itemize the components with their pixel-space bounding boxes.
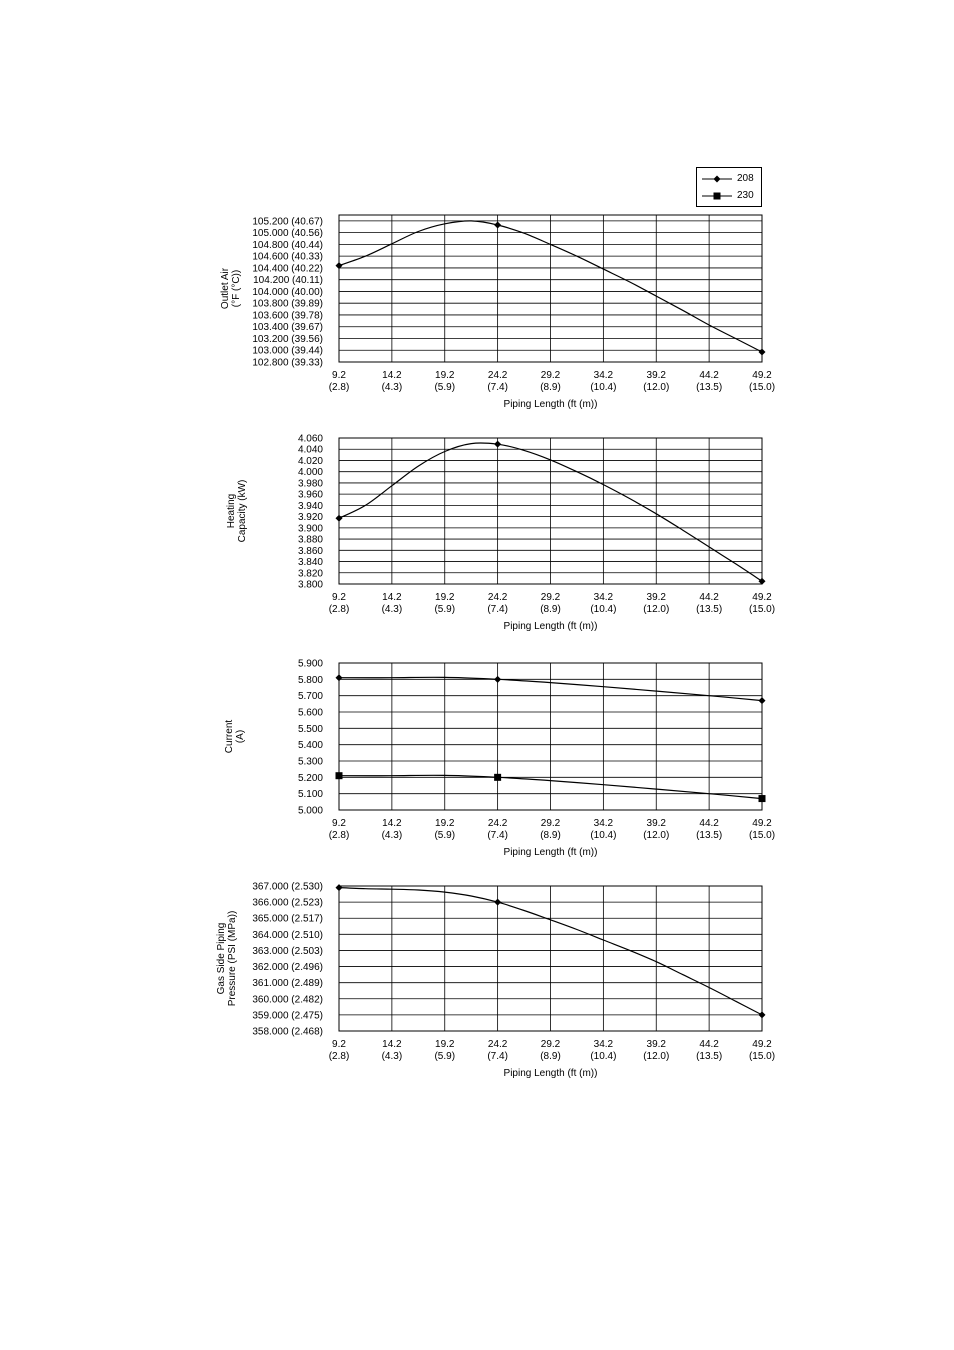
y-tick-label: 365.000 (2.517) xyxy=(252,913,323,925)
x-tick-label-metric: (15.0) xyxy=(748,604,776,615)
y-axis-label: Heating xyxy=(226,493,237,529)
y-tick-label: 103.600 (39.78) xyxy=(252,310,323,322)
x-tick-label-metric: (8.9) xyxy=(540,382,561,393)
x-tick-label: 24.2 xyxy=(487,370,508,381)
data-point-208 xyxy=(494,221,501,228)
x-tick-label: 9.2 xyxy=(332,592,346,603)
y-tick-label: 104.600 (40.33) xyxy=(252,251,323,263)
x-tick-label-metric: (13.5) xyxy=(696,1051,723,1062)
y-tick-label: 103.400 (39.67) xyxy=(252,322,323,334)
y-tick-label: 4.060 xyxy=(297,433,323,445)
x-tick-label: 14.2 xyxy=(382,1039,402,1050)
data-point-208 xyxy=(494,899,501,906)
x-tick-label: 34.2 xyxy=(593,592,614,603)
legend-square-marker-icon xyxy=(701,189,733,203)
x-tick-label: 24.2 xyxy=(487,818,508,829)
x-tick-label: 49.2 xyxy=(752,370,772,381)
y-tick-label: 5.100 xyxy=(297,789,323,801)
x-tick-label-metric: (12.0) xyxy=(643,382,670,393)
x-tick-label: 9.2 xyxy=(332,1039,346,1050)
y-tick-label: 361.000 (2.489) xyxy=(252,978,323,990)
x-tick-label: 19.2 xyxy=(435,370,455,381)
x-axis-label: Piping Length (ft (m)) xyxy=(503,847,598,858)
y-tick-label: 103.000 (39.44) xyxy=(252,345,323,357)
y-tick-label: 4.000 xyxy=(297,467,323,479)
y-axis-label: Outlet Air xyxy=(220,267,231,310)
data-point-208 xyxy=(759,349,766,356)
x-tick-label-metric: (13.5) xyxy=(696,830,723,841)
y-tick-label: 3.940 xyxy=(297,500,323,512)
x-tick-label-metric: (10.4) xyxy=(590,1051,617,1062)
y-tick-label: 103.800 (39.89) xyxy=(252,298,323,310)
x-tick-label: 14.2 xyxy=(382,592,402,603)
y-tick-label: 3.800 xyxy=(297,579,323,591)
y-tick-label: 5.500 xyxy=(297,723,323,735)
y-tick-label: 105.200 (40.67) xyxy=(252,216,323,228)
y-axis-label: Capacity (kW) xyxy=(237,479,248,543)
y-tick-label: 5.600 xyxy=(297,707,323,719)
chart-2 xyxy=(226,434,775,633)
x-tick-label: 44.2 xyxy=(699,818,719,829)
x-tick-label-metric: (12.0) xyxy=(643,604,670,615)
y-tick-label: 104.400 (40.22) xyxy=(252,263,323,275)
x-tick-label: 34.2 xyxy=(593,370,614,381)
y-tick-label: 367.000 (2.530) xyxy=(252,881,323,893)
y-tick-label: 5.200 xyxy=(297,772,323,784)
x-tick-label-metric: (10.4) xyxy=(590,604,617,615)
y-tick-label: 3.980 xyxy=(297,478,323,490)
x-tick-label-metric: (15.0) xyxy=(748,830,776,841)
y-tick-label: 4.020 xyxy=(297,455,323,467)
chart-4 xyxy=(216,882,775,1080)
x-tick-label: 29.2 xyxy=(540,370,561,381)
y-tick-label: 3.840 xyxy=(297,557,323,569)
x-tick-label-metric: (5.9) xyxy=(434,604,456,615)
x-tick-label: 49.2 xyxy=(752,1039,772,1050)
y-tick-label: 105.000 (40.56) xyxy=(252,228,323,240)
y-tick-label: 3.880 xyxy=(297,534,323,546)
x-tick-label: 29.2 xyxy=(540,1039,561,1050)
x-tick-label: 44.2 xyxy=(699,592,719,603)
x-tick-label-metric: (12.0) xyxy=(643,1051,670,1062)
data-point-230 xyxy=(494,774,501,781)
x-tick-label-metric: (12.0) xyxy=(643,830,670,841)
y-tick-label: 360.000 (2.482) xyxy=(252,994,323,1006)
y-tick-label: 5.900 xyxy=(297,658,323,670)
data-point-208 xyxy=(759,1011,766,1018)
x-tick-label: 44.2 xyxy=(699,370,719,381)
x-tick-label-metric: (5.9) xyxy=(434,1051,456,1062)
x-tick-label: 19.2 xyxy=(435,592,455,603)
x-tick-label: 9.2 xyxy=(332,370,346,381)
x-tick-label-metric: (13.5) xyxy=(696,382,723,393)
y-tick-label: 5.000 xyxy=(297,805,323,817)
data-point-208 xyxy=(494,676,501,683)
x-tick-label-metric: (15.0) xyxy=(748,1051,776,1062)
legend-label-230: 230 xyxy=(737,190,754,201)
legend-item-208 xyxy=(701,172,759,186)
x-tick-label-metric: (4.3) xyxy=(381,1051,403,1062)
x-tick-label: 24.2 xyxy=(487,1039,508,1050)
y-tick-label: 5.400 xyxy=(297,740,323,752)
y-tick-label: 364.000 (2.510) xyxy=(252,929,323,941)
x-tick-label-metric: (8.9) xyxy=(540,1051,561,1062)
y-tick-label: 366.000 (2.523) xyxy=(252,897,323,909)
x-tick-label-metric: (2.8) xyxy=(328,604,350,615)
x-tick-label: 9.2 xyxy=(332,818,346,829)
y-tick-label: 3.860 xyxy=(297,545,323,557)
y-axis-label: (°F (°C)) xyxy=(231,269,242,308)
y-axis-label: Pressure (PSI (MPa)) xyxy=(227,910,238,1007)
y-axis-label: (A) xyxy=(235,729,246,744)
x-tick-label-metric: (7.4) xyxy=(487,1051,508,1062)
x-tick-label-metric: (2.8) xyxy=(328,382,350,393)
y-tick-label: 102.800 (39.33) xyxy=(252,357,323,369)
data-point-208 xyxy=(759,697,766,704)
x-tick-label-metric: (5.9) xyxy=(434,382,456,393)
x-tick-label: 19.2 xyxy=(435,1039,455,1050)
y-tick-label: 3.900 xyxy=(297,523,323,535)
x-tick-label-metric: (13.5) xyxy=(696,604,723,615)
x-tick-label: 19.2 xyxy=(435,818,455,829)
y-tick-label: 103.200 (39.56) xyxy=(252,333,323,345)
x-axis-label: Piping Length (ft (m)) xyxy=(503,399,598,410)
y-tick-label: 5.700 xyxy=(297,691,323,703)
data-point-230 xyxy=(759,795,766,802)
data-point-208 xyxy=(336,674,343,681)
x-tick-label: 34.2 xyxy=(593,1039,614,1050)
y-tick-label: 359.000 (2.475) xyxy=(252,1010,323,1022)
x-tick-label-metric: (7.4) xyxy=(487,830,508,841)
x-tick-label-metric: (2.8) xyxy=(328,1051,350,1062)
data-point-230 xyxy=(336,772,343,779)
x-tick-label-metric: (10.4) xyxy=(590,382,617,393)
x-tick-label-metric: (7.4) xyxy=(487,382,508,393)
x-tick-label-metric: (15.0) xyxy=(748,382,776,393)
x-tick-label: 44.2 xyxy=(699,1039,719,1050)
x-tick-label: 39.2 xyxy=(646,370,666,381)
x-axis-label: Piping Length (ft (m)) xyxy=(503,1068,598,1079)
legend-item-230 xyxy=(701,189,759,203)
y-tick-label: 4.040 xyxy=(297,444,323,456)
x-tick-label: 14.2 xyxy=(382,370,402,381)
x-tick-label: 39.2 xyxy=(646,1039,666,1050)
y-tick-label: 104.000 (40.00) xyxy=(252,286,323,298)
x-tick-label-metric: (2.8) xyxy=(328,830,350,841)
x-tick-label: 49.2 xyxy=(752,592,772,603)
y-tick-label: 363.000 (2.503) xyxy=(252,945,323,957)
chart-legend xyxy=(696,167,762,207)
x-tick-label-metric: (8.9) xyxy=(540,604,561,615)
data-point-208 xyxy=(336,884,343,891)
x-tick-label: 29.2 xyxy=(540,818,561,829)
y-tick-label: 358.000 (2.468) xyxy=(252,1026,323,1038)
x-tick-label-metric: (4.3) xyxy=(381,382,403,393)
y-tick-label: 3.920 xyxy=(297,512,323,524)
y-tick-label: 5.300 xyxy=(297,756,323,768)
x-tick-label: 14.2 xyxy=(382,818,402,829)
x-tick-label-metric: (4.3) xyxy=(381,830,403,841)
x-axis-label: Piping Length (ft (m)) xyxy=(503,621,598,632)
chart-3 xyxy=(224,659,775,859)
x-tick-label: 39.2 xyxy=(646,592,666,603)
data-point-208 xyxy=(494,441,501,448)
y-axis-label: Gas Side Piping xyxy=(216,922,227,995)
y-tick-label: 362.000 (2.496) xyxy=(252,962,323,974)
chart-1 xyxy=(220,215,775,410)
legend-diamond-marker-icon xyxy=(701,172,733,186)
x-tick-label-metric: (4.3) xyxy=(381,604,403,615)
x-tick-label: 39.2 xyxy=(646,818,666,829)
y-tick-label: 104.200 (40.11) xyxy=(253,275,323,287)
x-tick-label: 49.2 xyxy=(752,818,772,829)
x-tick-label: 24.2 xyxy=(487,592,508,603)
x-tick-label-metric: (8.9) xyxy=(540,830,561,841)
x-tick-label: 29.2 xyxy=(540,592,561,603)
y-tick-label: 5.800 xyxy=(297,674,323,686)
y-axis-label: Current xyxy=(224,719,235,754)
x-tick-label-metric: (10.4) xyxy=(590,830,617,841)
data-point-208 xyxy=(336,515,343,522)
y-tick-label: 3.960 xyxy=(297,489,323,501)
x-tick-label: 34.2 xyxy=(593,818,614,829)
x-tick-label-metric: (7.4) xyxy=(487,604,508,615)
y-tick-label: 3.820 xyxy=(297,568,323,580)
legend-label-208: 208 xyxy=(737,173,754,184)
y-tick-label: 104.800 (40.44) xyxy=(252,239,323,251)
x-tick-label-metric: (5.9) xyxy=(434,830,456,841)
